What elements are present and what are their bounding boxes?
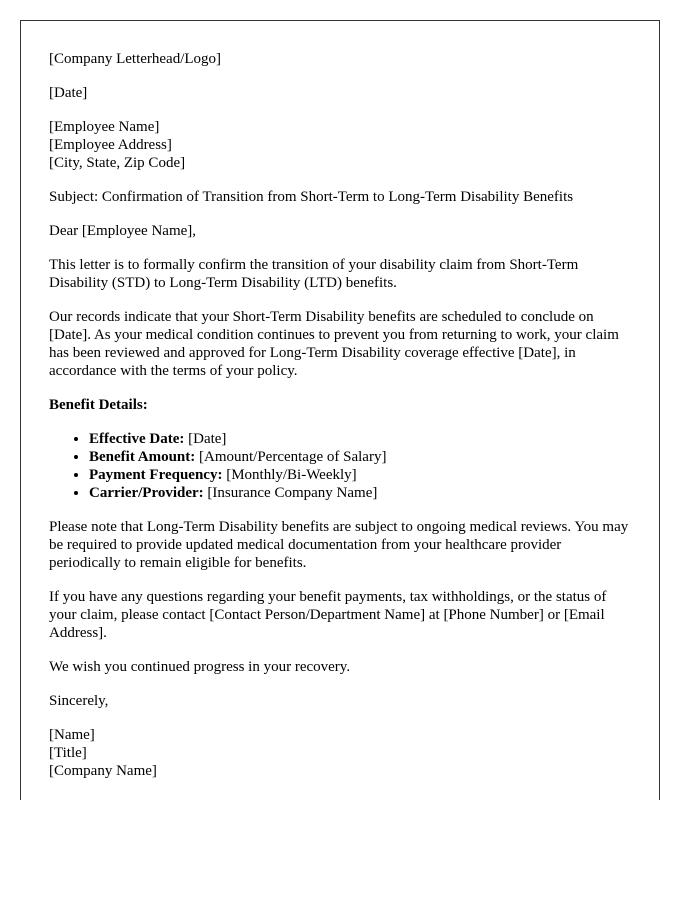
benefit-list	[49, 430, 631, 502]
signer-name: [Name]	[49, 727, 95, 743]
salutation: Dear [Employee Name],	[49, 223, 197, 239]
benefit-value: [Amount/Percentage of Salary]	[195, 449, 387, 465]
benefit-value: [Insurance Company Name]	[203, 485, 378, 501]
benefit-value: [Date]	[184, 431, 227, 447]
benefit-label: Benefit Amount:	[89, 449, 196, 465]
recipient-address: [Employee Address]	[49, 137, 172, 153]
letterhead: [Company Letterhead/Logo]	[49, 51, 222, 67]
contact-paragraph: If you have any questions regarding your benefit payments, tax withholdings, or the status of your claim, please contact [Contact Person/Department Name] at [Phone Number] or [Email Address].	[49, 589, 607, 641]
recipient-city: [City, State, Zip Code]	[49, 155, 186, 171]
records-paragraph: Our records indicate that your Short-Term Disability benefits are scheduled to conclude on [Date]. As your medical condition continues to prevent you from returning to work, your claim has been reviewed and approved for Long-Term Disability coverage effective [Date], in accordance with the terms of your policy.	[49, 309, 619, 379]
letter-date: [Date]	[49, 85, 88, 101]
benefit-label: Carrier/Provider:	[89, 485, 204, 501]
wishes-paragraph: We wish you continued progress in your recovery.	[49, 659, 351, 675]
benefit-item-frequency	[89, 466, 631, 484]
benefit-value: [Monthly/Bi-Weekly]	[222, 467, 357, 483]
signer-company: [Company Name]	[49, 763, 157, 779]
intro-paragraph: This letter is to formally confirm the transition of your disability claim from Short-Term Disability (STD) to Long-Term Disability (LTD) benefits.	[49, 257, 579, 291]
benefit-details-heading: Benefit Details:	[49, 397, 148, 413]
letter-page	[20, 20, 660, 800]
benefit-item-effective-date	[89, 430, 631, 448]
recipient-block	[49, 118, 631, 172]
recipient-name: [Employee Name]	[49, 119, 160, 135]
benefit-label: Effective Date:	[89, 431, 185, 447]
subject-line: Subject: Confirmation of Transition from Short-Term to Long-Term Disability Benefits	[49, 189, 574, 205]
closing: Sincerely,	[49, 693, 109, 709]
benefit-item-carrier	[89, 484, 631, 502]
signer-title: [Title]	[49, 745, 87, 761]
signature-block	[49, 726, 631, 780]
benefit-item-amount	[89, 448, 631, 466]
benefit-label: Payment Frequency:	[89, 467, 223, 483]
medical-review-paragraph: Please note that Long-Term Disability benefits are subject to ongoing medical reviews. You may be required to provide updated medical documentation from your healthcare provider periodically to remain eligible for benefits.	[49, 519, 629, 571]
